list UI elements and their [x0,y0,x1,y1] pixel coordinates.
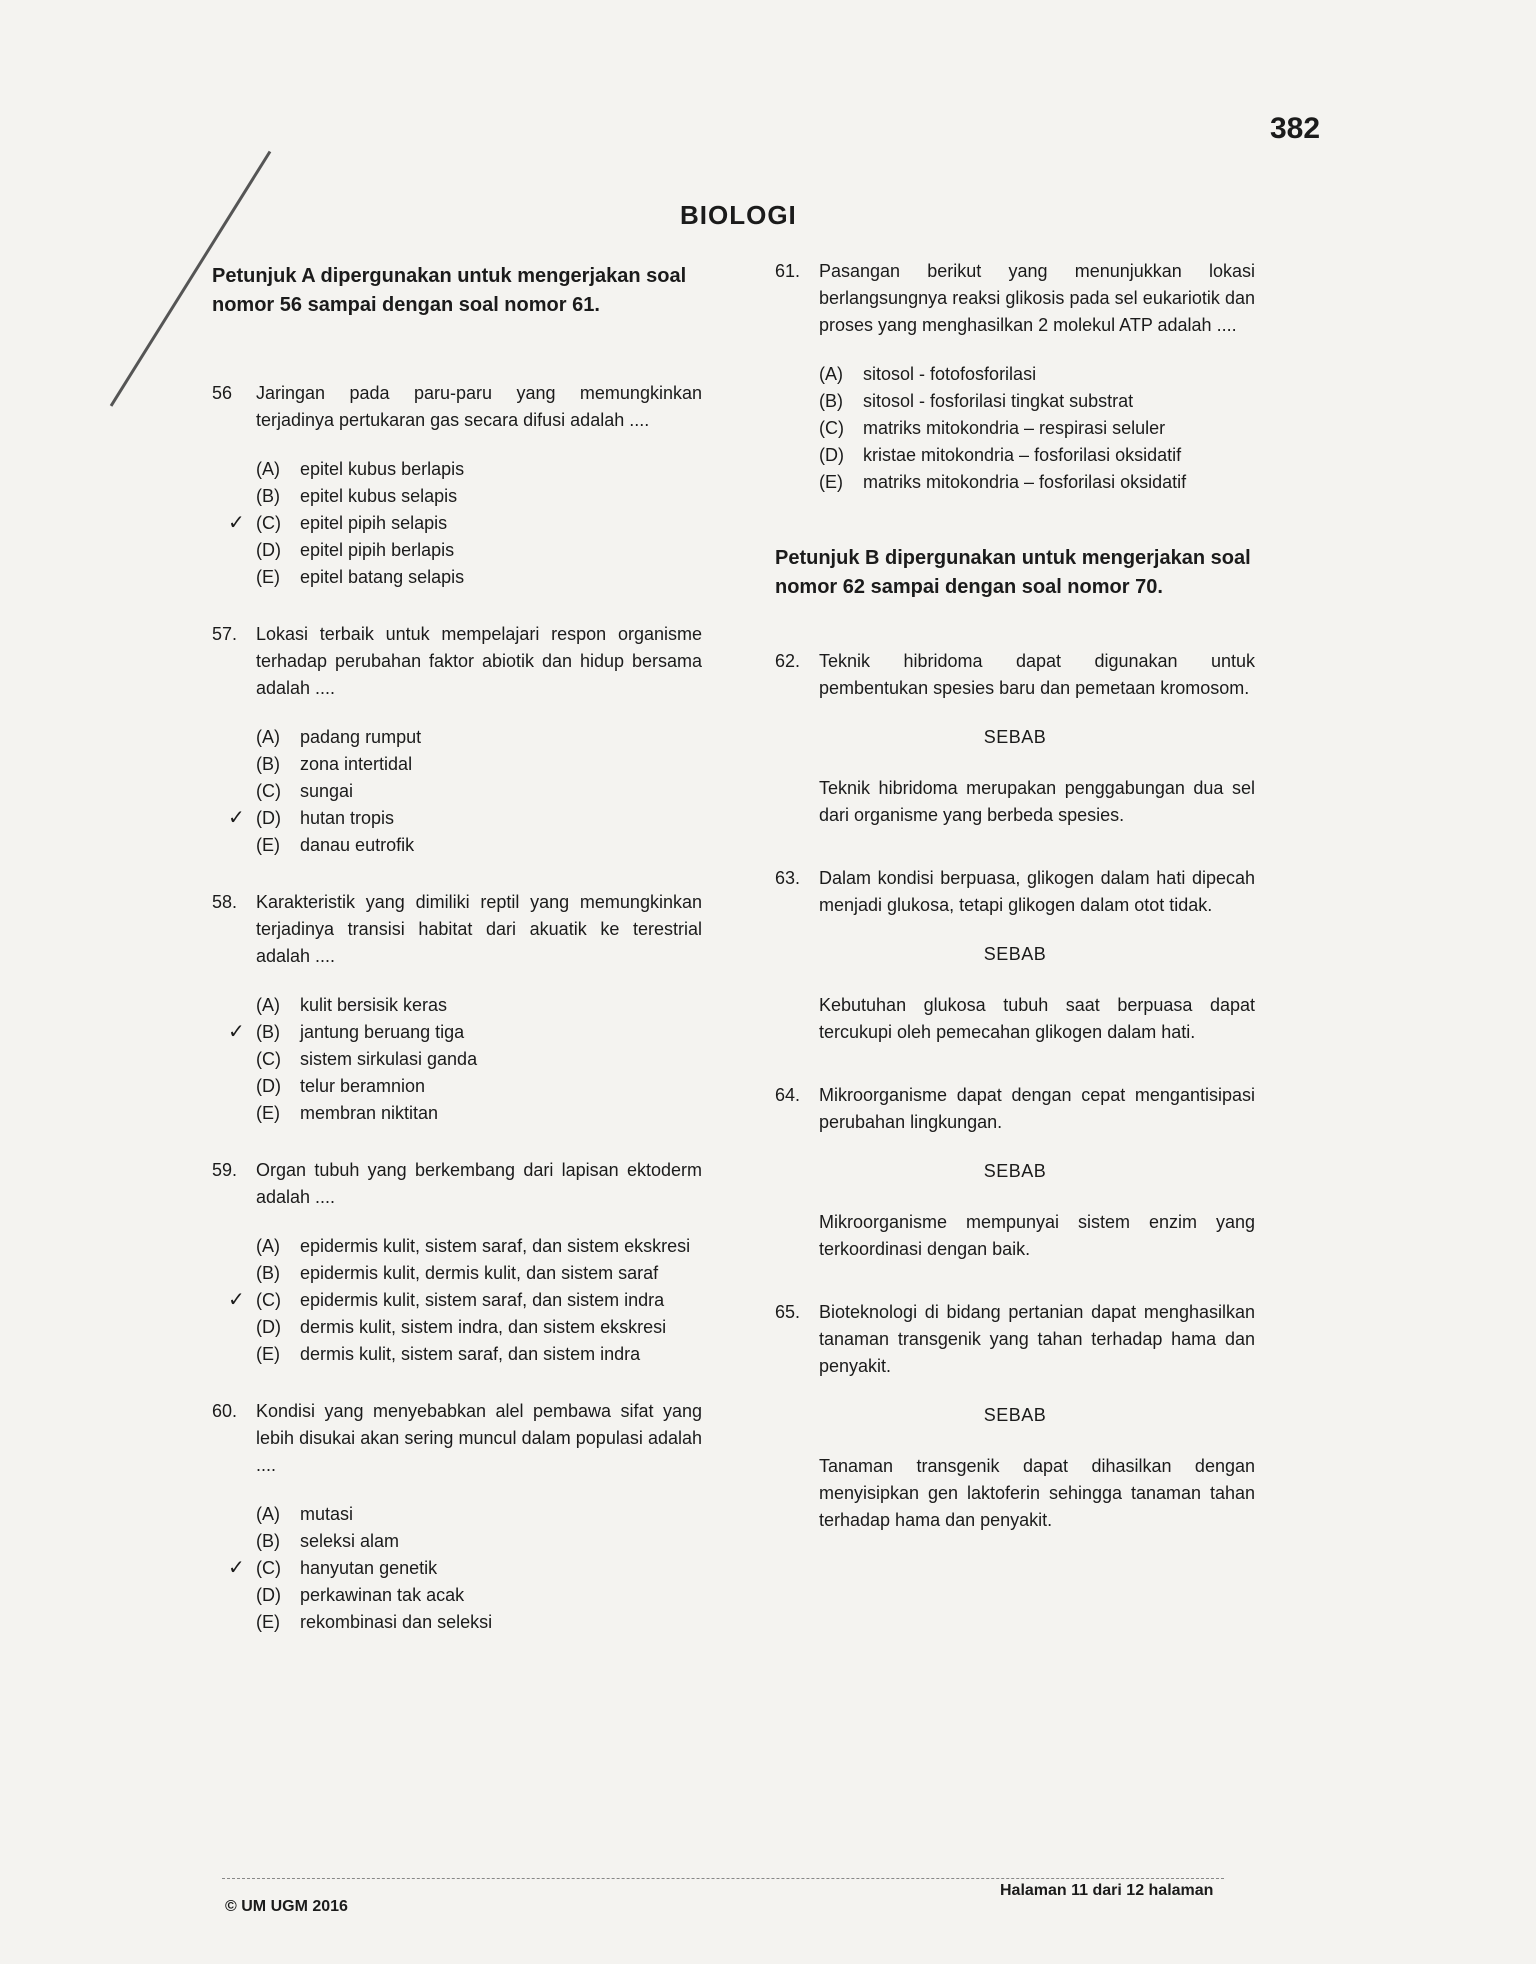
question-reason: Kebutuhan glukosa tubuh saat berpuasa dapat tercukupi oleh pemecahan glikogen dalam hati. [819,995,1255,1042]
option-b[interactable] [228,1019,702,1046]
option-letter: (D) [819,445,844,465]
check-mark-icon: ✓ [228,807,245,829]
question-statement: Bioteknologi di bidang pertanian dapat menghasilkan tanaman transgenik yang tahan terhadap hama dan penyakit. [819,1302,1255,1376]
option-text: rekombinasi dan seleksi [300,1612,493,1632]
option-text: seleksi alam [300,1531,400,1551]
option-d[interactable] [256,537,702,564]
option-a[interactable] [256,992,702,1019]
sebab-label: SEBAB [983,1161,1047,1181]
option-d[interactable] [256,1073,702,1100]
option-letter: (A) [256,727,280,747]
option-text: epidermis kulit, dermis kulit, dan sistem saraf [300,1263,659,1283]
question-number: 56 [212,383,233,403]
option-text: matriks mitokondria – fosforilasi oksidatif [863,472,1187,492]
option-letter: (B) [819,391,843,411]
instruction-b: Petunjuk B dipergunakan untuk mengerjakan soal nomor 62 sampai dengan soal nomor 70. [775,547,1251,598]
instruction-a: Petunjuk A dipergunakan untuk mengerjakan soal nomor 56 sampai dengan soal nomor 61. [212,265,687,316]
option-letter: (D) [256,1076,281,1096]
question-number: 65. [775,1302,801,1322]
option-letter: (A) [256,1236,280,1256]
option-text: epitel kubus selapis [300,486,458,506]
option-letter: (C) [256,513,281,533]
footer-divider [222,1878,1224,1879]
option-b[interactable] [256,1260,702,1287]
question-number: 61. [775,261,801,281]
option-b[interactable] [256,751,702,778]
option-text: dermis kulit, sistem indra, dan sistem ekskresi [300,1317,667,1337]
option-letter: (B) [256,754,280,774]
option-text: sitosol - fosforilasi tingkat substrat [863,391,1134,411]
option-letter: (C) [256,1558,281,1578]
option-text: epitel pipih selapis [300,513,448,533]
question-number: 63. [775,868,801,888]
option-e[interactable] [256,564,702,591]
option-e[interactable] [256,1341,702,1368]
question-reason: Teknik hibridoma merupakan penggabungan dua sel dari organisme yang berbeda spesies. [819,778,1255,825]
question-number: 58. [212,892,238,912]
option-letter: (A) [819,364,843,384]
question-56 [212,380,702,591]
question-number: 62. [775,651,801,671]
option-text: kulit bersisik keras [300,995,448,1015]
question-65 [775,1299,1255,1534]
option-text: danau eutrofik [300,835,415,855]
option-text: matriks mitokondria – respirasi seluler [863,418,1166,438]
question-62 [775,648,1255,829]
check-mark-icon: ✓ [228,1557,245,1579]
option-d[interactable] [819,442,1255,469]
options-list [228,1501,702,1636]
option-e[interactable] [256,1609,702,1636]
question-number: 60. [212,1401,238,1421]
option-a[interactable] [256,724,702,751]
options-list [228,724,702,859]
question-number: 64. [775,1085,801,1105]
option-letter: (A) [256,459,280,479]
option-letter: (D) [256,808,281,828]
footer-page-info: Halaman 11 dari 12 halaman [1000,1882,1214,1899]
sebab-label: SEBAB [983,944,1047,964]
option-letter: (E) [819,472,843,492]
option-c[interactable] [256,778,702,805]
option-letter: (B) [256,1022,280,1042]
option-c[interactable] [228,1555,702,1582]
option-text: epitel pipih berlapis [300,540,455,560]
option-b[interactable] [256,483,702,510]
question-text: Jaringan pada paru-paru yang memungkinkan terjadinya pertukaran gas secara difusi adalah .... [256,383,702,430]
option-letter: (A) [256,995,280,1015]
option-b[interactable] [256,1528,702,1555]
option-letter: (C) [256,1049,281,1069]
option-text: sungai [300,781,354,801]
option-letter: (B) [256,1263,280,1283]
check-mark-icon: ✓ [228,512,245,534]
question-text: Kondisi yang menyebabkan alel pembawa sifat yang lebih disukai akan sering muncul dalam populasi adalah .... [256,1401,702,1475]
sebab-label: SEBAB [983,727,1047,747]
option-text: mutasi [300,1504,354,1524]
question-statement: Dalam kondisi berpuasa, glikogen dalam hati dipecah menjadi glukosa, tetapi glikogen dalam otot tidak. [819,868,1255,915]
option-a[interactable] [819,361,1255,388]
question-61 [775,258,1255,496]
question-64 [775,1082,1255,1263]
options-list [819,361,1255,496]
question-63 [775,865,1255,1046]
option-text: sistem sirkulasi ganda [300,1049,478,1069]
option-d[interactable] [228,805,702,832]
check-mark-icon: ✓ [228,1021,245,1043]
question-text: Lokasi terbaik untuk mempelajari respon organisme terhadap perubahan faktor abiotik dan hidup bersama adalah .... [256,624,702,698]
option-e[interactable] [256,1100,702,1127]
left-column [212,262,702,1666]
option-text: hanyutan genetik [300,1558,438,1578]
options-list [228,992,702,1127]
option-c[interactable] [819,415,1255,442]
question-text: Pasangan berikut yang menunjukkan lokasi berlangsungnya reaksi glikosis pada sel eukariotik dan proses yang menghasilkan 2 molekul ATP adalah .... [819,261,1255,335]
option-text: membran niktitan [300,1103,439,1123]
right-column [775,258,1255,1570]
option-text: jantung beruang tiga [300,1022,465,1042]
page-number: 382 [1270,112,1321,145]
option-text: zona intertidal [300,754,413,774]
option-d[interactable] [256,1314,702,1341]
option-e[interactable] [256,832,702,859]
question-59 [212,1157,702,1368]
option-letter: (C) [256,1290,281,1310]
question-statement: Teknik hibridoma dapat digunakan untuk pembentukan spesies baru dan pemetaan kromosom. [819,651,1255,698]
option-e[interactable] [819,469,1255,496]
option-b[interactable] [819,388,1255,415]
option-text: perkawinan tak acak [300,1585,465,1605]
options-list [228,456,702,591]
check-mark-icon: ✓ [228,1289,245,1311]
option-letter: (D) [256,540,281,560]
option-letter: (C) [256,781,281,801]
option-letter: (E) [256,1103,280,1123]
question-60 [212,1398,702,1636]
footer-copyright: © UM UGM 2016 [225,1898,348,1915]
option-text: padang rumput [300,727,422,747]
option-text: epitel batang selapis [300,567,465,587]
option-text: hutan tropis [300,808,395,828]
option-text: kristae mitokondria – fosforilasi oksidatif [863,445,1182,465]
option-c[interactable] [228,1287,702,1314]
option-c[interactable] [256,1046,702,1073]
question-text: Karakteristik yang dimiliki reptil yang memungkinkan terjadinya transisi habitat dari akuatik ke terestrial adalah .... [256,892,702,966]
option-text: dermis kulit, sistem saraf, dan sistem indra [300,1344,641,1364]
option-letter: (D) [256,1317,281,1337]
option-text: telur beramnion [300,1076,426,1096]
option-text: epidermis kulit, sistem saraf, dan sistem ekskresi [300,1236,691,1256]
option-letter: (E) [256,1344,280,1364]
question-58 [212,889,702,1127]
question-text: Organ tubuh yang berkembang dari lapisan ektoderm adalah .... [256,1160,702,1207]
option-letter: (E) [256,1612,280,1632]
option-letter: (A) [256,1504,280,1524]
question-reason: Mikroorganisme mempunyai sistem enzim yang terkoordinasi dengan baik. [819,1212,1255,1259]
question-reason: Tanaman transgenik dapat dihasilkan dengan menyisipkan gen laktoferin sehingga tanaman tahan terhadap hama dan penyakit. [819,1456,1255,1530]
option-letter: (E) [256,835,280,855]
option-c[interactable] [228,510,702,537]
subject-title: BIOLOGI [680,200,797,230]
option-text: epidermis kulit, sistem saraf, dan sistem indra [300,1290,665,1310]
option-letter: (B) [256,1531,280,1551]
option-d[interactable] [256,1582,702,1609]
sebab-label: SEBAB [983,1405,1047,1425]
option-text: epitel kubus berlapis [300,459,465,479]
option-letter: (B) [256,486,280,506]
question-number: 59. [212,1160,238,1180]
option-letter: (D) [256,1585,281,1605]
question-number: 57. [212,624,238,644]
option-a[interactable] [256,1501,702,1528]
option-letter: (E) [256,567,280,587]
question-57 [212,621,702,859]
option-a[interactable] [256,456,702,483]
option-letter: (C) [819,418,844,438]
option-a[interactable] [256,1233,702,1260]
question-statement: Mikroorganisme dapat dengan cepat mengantisipasi perubahan lingkungan. [819,1085,1255,1132]
options-list [228,1233,702,1368]
option-text: sitosol - fotofosforilasi [863,364,1037,384]
